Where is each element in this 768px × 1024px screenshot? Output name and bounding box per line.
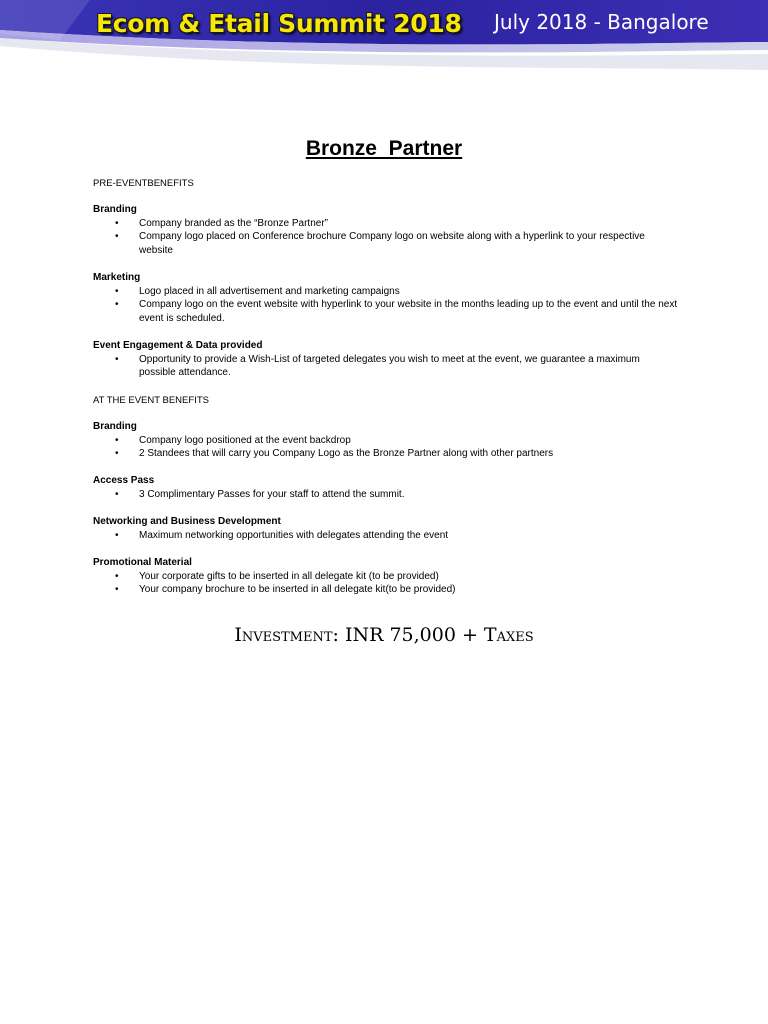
at-event-promotional [93, 556, 693, 597]
list-item: • Opportunity to provide a Wish-List of targeted delegates you wish to meet at the event, we guarantee a maximum possible attendance. [115, 353, 640, 378]
investment-line: Investment: INR 75,000 + Taxes [234, 624, 534, 646]
bullet-icon: • [115, 434, 119, 446]
bullet-icon: • [115, 570, 119, 582]
pre-event-label: PRE-EVENTBENEFITS [93, 178, 194, 189]
bullet-list [93, 570, 693, 597]
bullet-list [93, 488, 693, 502]
group-heading: Marketing [93, 272, 141, 283]
event-title: Ecom & Etail Summit 2018 [96, 9, 462, 38]
list-item: • Company logo on the event website with hyperlink to your website in the months leading up to the event and until the next event is scheduled. [115, 299, 678, 324]
list-item: • Company logo placed on Conference brochure Company logo on website along with a hyperlink to your respective website [115, 231, 645, 256]
list-item: • Your company brochure to be inserted in all delegate kit(to be provided) [115, 584, 456, 595]
at-event-networking [93, 515, 693, 542]
event-date: July 2018 - Bangalore [494, 10, 709, 34]
at-event-branding [93, 420, 693, 461]
bullet-icon: • [115, 448, 119, 459]
list-item: • Logo placed in all advertisement and marketing campaigns [115, 285, 400, 297]
bullet-icon: • [115, 584, 119, 595]
group-heading: Branding [93, 204, 137, 215]
at-event-label: AT THE EVENT BENEFITS [93, 395, 209, 406]
bullet-icon: • [115, 285, 119, 297]
bullet-icon: • [115, 299, 119, 310]
list-item: • 3 Complimentary Passes for your staff to attend the summit. [115, 488, 405, 500]
at-event-access-pass [93, 474, 693, 501]
bullet-list [93, 353, 693, 380]
bullet-list [93, 285, 693, 326]
list-item: • 2 Standees that will carry you Company Logo as the Bronze Partner along with other partners [115, 448, 554, 459]
list-item: • Maximum networking opportunities with delegates attending the event [115, 529, 449, 541]
list-item: • Company branded as the “Bronze Partner” [115, 217, 328, 229]
bullet-icon: • [115, 231, 119, 242]
bullet-icon: • [115, 488, 119, 500]
bullet-list [93, 529, 693, 543]
group-heading: Promotional Material [93, 557, 192, 568]
bullet-list [93, 217, 693, 258]
pre-event-engagement [93, 339, 693, 380]
list-item: • Your corporate gifts to be inserted in all delegate kit (to be provided) [115, 570, 439, 582]
bullet-list [93, 434, 693, 461]
group-heading: Access Pass [93, 475, 155, 486]
page-title: Bronze Partner [305, 137, 463, 160]
group-heading: Networking and Business Development [93, 516, 281, 527]
bullet-icon: • [115, 353, 119, 365]
pre-event-branding [93, 203, 693, 257]
header-banner [0, 0, 768, 72]
bullet-icon: • [115, 217, 119, 229]
group-heading: Event Engagement & Data provided [93, 340, 263, 351]
list-item: • Company logo positioned at the event backdrop [115, 434, 351, 446]
pre-event-marketing [93, 271, 693, 325]
bullet-icon: • [115, 529, 119, 541]
group-heading: Branding [93, 421, 137, 432]
